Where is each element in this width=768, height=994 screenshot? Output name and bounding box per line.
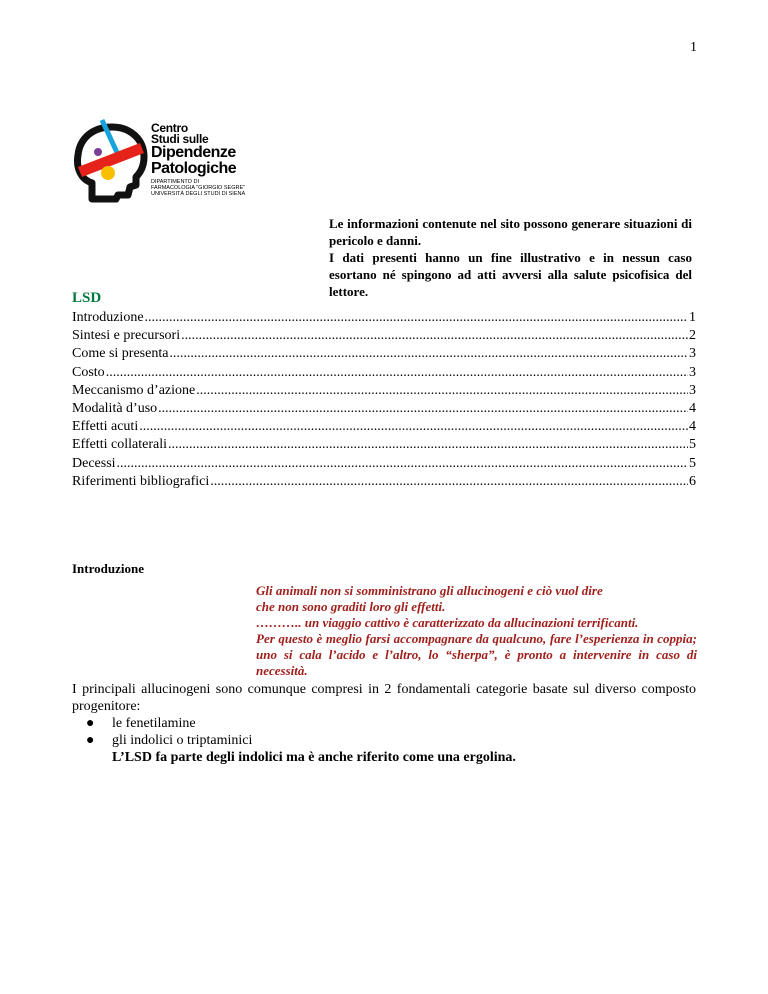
list-item-text: gli indolici o triptaminici <box>112 733 253 748</box>
toc-label: Effetti collaterali <box>72 437 167 453</box>
toc-page: 5 <box>689 455 696 471</box>
list-item-text: le fenetilamine <box>112 716 196 731</box>
quote-line4: Per questo è meglio farsi accompagnare da qualcuno, fare l’esperienza in coppia; uno si cala l’acido e l’altro, lo “sherpa”, è pronto a intervenire in caso di necessità. <box>256 631 697 678</box>
toc-page: 5 <box>689 437 696 453</box>
disclaimer <box>329 215 692 300</box>
toc-page: 3 <box>689 364 696 380</box>
toc-page: 2 <box>689 328 696 344</box>
toc-leader <box>145 309 688 327</box>
toc-page: 3 <box>689 346 696 362</box>
toc-entry[interactable] <box>72 418 696 436</box>
toc-entry[interactable] <box>72 364 696 382</box>
logo-small1: DIPARTIMENTO DI <box>151 179 199 185</box>
logo-line4: Patologiche <box>151 160 237 177</box>
logo-line3: Dipendenze <box>151 144 236 161</box>
toc-page: 4 <box>689 401 696 417</box>
logo-small-text <box>151 179 245 197</box>
toc-entry[interactable] <box>72 436 696 454</box>
table-of-contents <box>72 309 696 491</box>
toc-entry[interactable] <box>72 400 696 418</box>
bullet-icon: ● <box>86 733 95 748</box>
toc-leader <box>117 455 688 473</box>
toc-leader <box>196 382 688 400</box>
quote-line2: che non sono graditi loro gli effetti. <box>256 599 446 614</box>
intro-quote <box>256 583 697 679</box>
quote-line1: Gli animali non si somministrano gli allucinogeni e ciò vuol dire <box>256 583 603 598</box>
logo-line1: Centro <box>151 121 188 135</box>
list-item <box>72 715 696 732</box>
toc-label: Sintesi e precursori <box>72 328 181 344</box>
toc-label: Come si presenta <box>72 346 169 362</box>
head-logo-icon <box>72 115 154 205</box>
toc-label: Modalità d’uso <box>72 401 158 417</box>
toc-leader <box>210 473 688 491</box>
disclaimer-p2: I dati presenti hanno un fine illustrativo e in nessun caso esortano né spingono ad atti avversi alla salute psicofisica del lettore. <box>329 250 692 299</box>
logo-small2: FARMACOLOGIA "GIORGIO SEGRE" <box>151 185 246 191</box>
toc-page: 6 <box>689 473 696 489</box>
toc-leader <box>181 327 688 345</box>
toc-entry[interactable] <box>72 455 696 473</box>
toc-page: 3 <box>689 382 696 398</box>
toc-leader <box>169 345 688 363</box>
csdp-logo <box>72 115 272 205</box>
toc-label: Introduzione <box>72 310 144 325</box>
page-number: 1 <box>690 40 697 55</box>
toc-label: Meccanismo d’azione <box>72 382 196 398</box>
bullet-icon: ● <box>86 716 95 731</box>
logo-line2: Studi sulle <box>151 132 209 146</box>
intro-conclusion: L’LSD fa parte degli indolici ma è anche riferito come una ergolina. <box>112 750 516 765</box>
toc-label: Decessi <box>72 455 116 471</box>
toc-leader <box>168 436 688 454</box>
toc-page: 1 <box>689 310 696 325</box>
logo-text <box>151 123 245 197</box>
disclaimer-p1: Le informazioni contenute nel sito possono generare situazioni di pericolo e danni. <box>329 216 692 248</box>
toc-entry[interactable] <box>72 309 696 327</box>
logo-small3: UNIVERSITÀ DEGLI STUDI DI SIENA <box>151 191 246 197</box>
toc-label: Effetti acuti <box>72 419 139 435</box>
toc-entry[interactable] <box>72 327 696 345</box>
toc-entry[interactable] <box>72 473 696 491</box>
intro-paragraph: I principali allucinogeni sono comunque compresi in 2 fondamentali categorie basate sul diverso composto progenitore: <box>72 682 696 714</box>
toc-label: Costo <box>72 364 105 380</box>
allucinogeni-list <box>72 715 696 749</box>
toc-label: Riferimenti bibliografici <box>72 473 210 489</box>
toc-entry[interactable] <box>72 345 696 363</box>
intro-body <box>72 681 696 766</box>
toc-page: 4 <box>689 419 696 435</box>
document-title: LSD <box>72 290 102 306</box>
toc-leader <box>106 364 688 382</box>
toc-leader <box>158 400 688 418</box>
toc-entry[interactable] <box>72 382 696 400</box>
quote-line3: ……….. un viaggio cattivo è caratterizzato da allucinazioni terrificanti. <box>256 615 639 630</box>
toc-leader <box>139 418 688 436</box>
list-item <box>72 732 696 749</box>
section-heading-introduzione: Introduzione <box>72 561 144 576</box>
